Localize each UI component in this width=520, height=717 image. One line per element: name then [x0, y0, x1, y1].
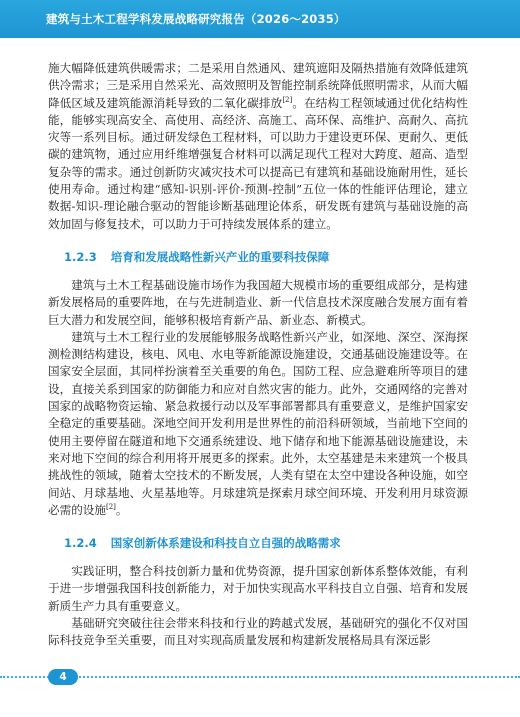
page-number-badge: 4 [48, 669, 78, 685]
section-title: 国家创新体系建设和科技自立自强的战略需求 [110, 536, 341, 551]
paragraph-1-text-b: 。在结构工程领域通过优化结构性能，能够实现高安全、高使用、高经济、高施工、高环保、高维护、高耐久、高抗灾等一系列目标。通过研发绿色工程材料，可以助力于建设更环保、更耐久、更低碳的建筑物，通过应用纤维增强复合材料可以满足现代工程对大跨度、超高、造型复杂等的需求。通过创新防灾减灾技术可以提高已有建筑和基础设施耐用性，延长使用寿命。通过构建“感知-识别-评价-预测-控制”五位一体的性能评估理论，建立数据-知识-理论融合驱动的智能诊断基础理论体系，研发既有建筑与基础设施的高效加固与修复技术，可以助力于可持续发展体系的建立。 [48, 95, 468, 231]
paragraph-1-text-a: 施大幅降低建筑供暖需求；二是采用自然通风、建筑遮阳及隔热措施有效降低建筑供冷需求；三是采用自然采光、高效照明及智能控制系统降低照明需求，从而大幅降低区域及建筑能源消耗导致的二氧化碳排放 [48, 61, 468, 110]
paragraph-5: 基础研究突破往往会带来科技和行业的跨越式发展，基础研究的强化不仅对国际科技竞争至关重要，而且对实现高质量发展和构建新发展格局具有深远影 [48, 616, 468, 648]
section-number: 1.2.3 [64, 249, 97, 264]
footer-dotted-rule [0, 676, 520, 678]
section-title: 培育和发展战略性新兴产业的重要科技保障 [110, 249, 330, 264]
section-number: 1.2.4 [64, 536, 97, 551]
paragraph-4: 实践证明，整合科技创新力量和优势资源，提升国家创新体系整体效能，有利于进一步增强我国科技创新能力，对于加快实现高水平科技自立自强、培育和发展新质生产力具有重要意义。 [48, 564, 468, 613]
paragraph-1 [48, 60, 468, 233]
page-content [48, 60, 468, 650]
section-heading-1-2-3 [64, 249, 468, 265]
citation-ref: [2] [282, 95, 293, 104]
paragraph-3-text-b: 。 [115, 502, 128, 517]
running-title: 建筑与土木工程学科发展战略研究报告（2026～2035） [46, 12, 346, 26]
citation-ref: [2] [105, 502, 116, 511]
section-heading-1-2-4 [64, 535, 468, 551]
page-header [0, 0, 520, 38]
paragraph-3-text-a: 建筑与土木工程行业的发展能够服务战略性新兴产业，如深地、深空、深海探测检测结构建设，核电、风电、水电等新能源设施建设，交通基础设施建设等。在国家安全层面，其同样扮演着至关重要的角色。国防工程、应急避难所等项目的建设，直接关系到国家的防御能力和应对自然灾害的能力。此外，交通网络的完善对国家的战略物资运输、紧急救援行动以及军事部署都具有重要意义，是维护国家安全稳定的重要基础。深地空间开发利用是世界性的前沿科研领域，当前地下空间的使用主要停留在隧道和地下交通系统建设、地下储存和地下能源基础设施建设，未来对地下空间的综合利用将开展更多的探索。此外，太空基建是未来建筑一个极具挑战性的领域，随着太空技术的不断发展，人类有望在太空中建设各种设施，如空间站、月球基地、火星基地等。月球建筑是探索月球空间环境、开发利用月球资源必需的设施 [48, 329, 468, 517]
paragraph-3 [48, 329, 468, 519]
paragraph-2: 建筑与土木工程基础设施市场作为我国超大规模市场的重要组成部分，是构建新发展格局的重要阵地，在与先进制造业、新一代信息技术深度融合发展方面有着巨大潜力和发展空间，能够积极培育新产品、新业态、新模式。 [48, 277, 468, 327]
